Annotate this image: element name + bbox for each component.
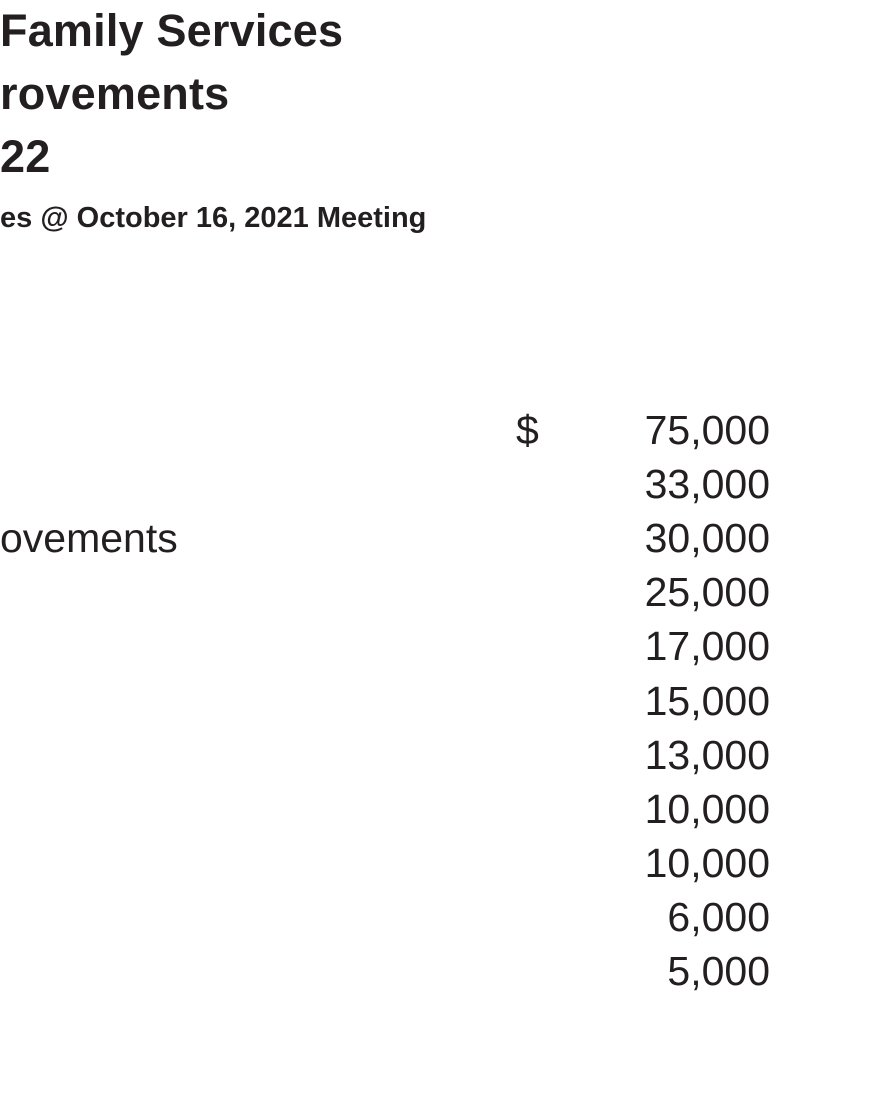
page-subtitle: es @ October 16, 2021 Meeting — [0, 202, 427, 234]
amount-value: 33,000 — [644, 461, 770, 507]
currency-symbol: $ — [516, 407, 539, 453]
amount-value: 10,000 — [644, 840, 770, 886]
amount-value: 17,000 — [644, 623, 770, 669]
page-title-line-2: rovements — [0, 68, 230, 119]
amount-value: 6,000 — [667, 894, 770, 940]
amount-value: 75,000 — [644, 407, 770, 453]
row-label: ovements — [0, 515, 178, 561]
amount-value: 15,000 — [644, 678, 770, 724]
amount-value: 13,000 — [644, 732, 770, 778]
amount-value: 30,000 — [644, 515, 770, 561]
page-title-line-3: 22 — [0, 131, 51, 182]
page-title-line-1: Family Services — [0, 5, 344, 56]
amount-value: 25,000 — [644, 569, 770, 615]
amount-value: 5,000 — [667, 948, 770, 994]
amount-value: 10,000 — [644, 786, 770, 832]
